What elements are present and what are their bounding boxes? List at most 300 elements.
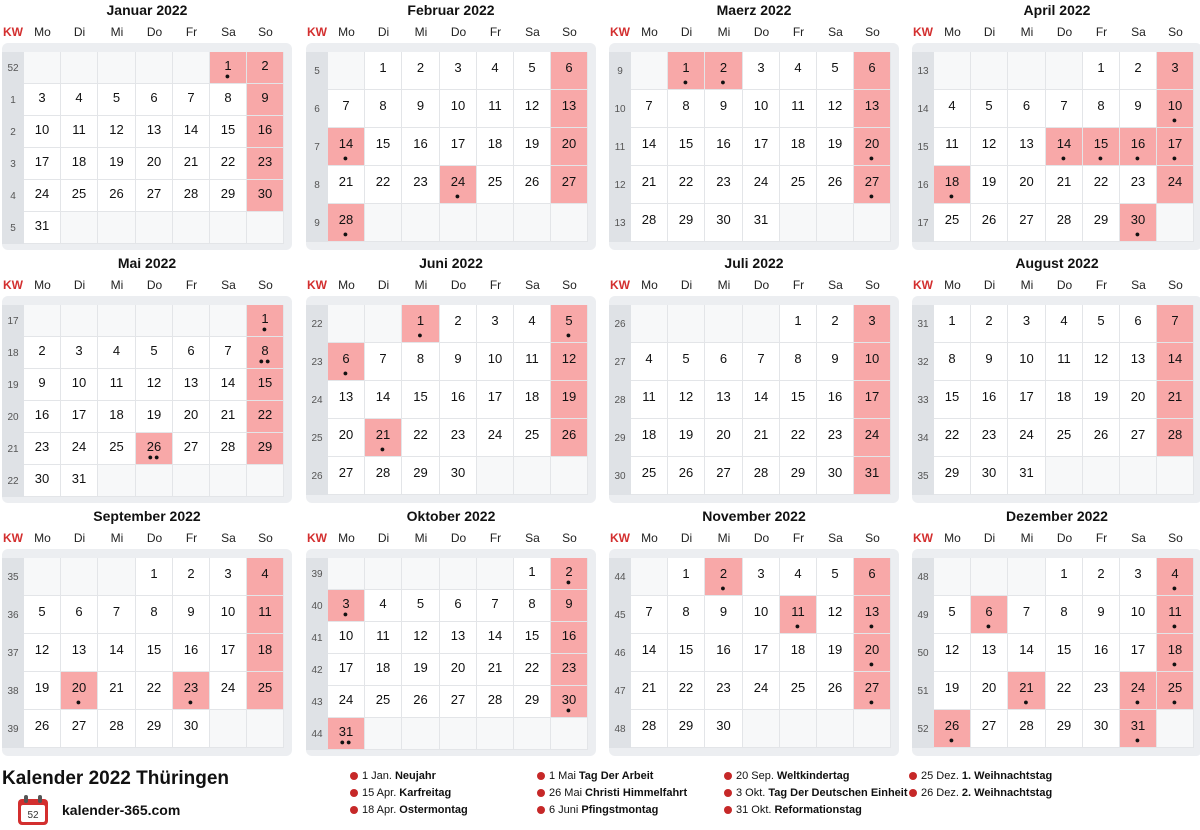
day-cell[interactable] — [365, 90, 402, 128]
day-cell[interactable] — [1120, 90, 1157, 128]
day-cell[interactable] — [1008, 710, 1046, 748]
day-cell[interactable] — [743, 634, 780, 672]
day-cell[interactable] — [136, 401, 173, 433]
day-cell[interactable] — [1083, 710, 1120, 748]
day-cell[interactable] — [934, 381, 971, 419]
day-cell[interactable] — [136, 84, 173, 116]
day-cell[interactable] — [551, 686, 588, 718]
day-cell[interactable] — [631, 672, 668, 710]
day-cell[interactable] — [328, 343, 365, 381]
day-cell[interactable] — [1157, 672, 1194, 710]
day-cell[interactable] — [1008, 128, 1046, 166]
day-cell[interactable] — [173, 148, 210, 180]
day-cell[interactable] — [1083, 305, 1120, 343]
day-cell[interactable] — [854, 90, 891, 128]
day-cell[interactable] — [247, 52, 284, 84]
day-cell[interactable] — [247, 401, 284, 433]
day-cell[interactable] — [631, 596, 668, 634]
day-cell[interactable] — [440, 381, 477, 419]
day-cell[interactable] — [173, 710, 210, 748]
day-cell[interactable] — [971, 457, 1008, 495]
day-cell[interactable] — [1083, 634, 1120, 672]
day-cell[interactable] — [173, 84, 210, 116]
day-cell[interactable] — [705, 457, 743, 495]
day-cell[interactable] — [402, 305, 440, 343]
day-cell[interactable] — [817, 305, 854, 343]
day-cell[interactable] — [631, 166, 668, 204]
day-cell[interactable] — [210, 84, 247, 116]
day-cell[interactable] — [61, 369, 98, 401]
day-cell[interactable] — [210, 433, 247, 465]
day-cell[interactable] — [365, 590, 402, 622]
day-cell[interactable] — [24, 433, 61, 465]
day-cell[interactable] — [1046, 128, 1083, 166]
day-cell[interactable] — [477, 90, 514, 128]
day-cell[interactable] — [210, 401, 247, 433]
day-cell[interactable] — [173, 433, 210, 465]
day-cell[interactable] — [1008, 90, 1046, 128]
day-cell[interactable] — [854, 166, 891, 204]
day-cell[interactable] — [817, 419, 854, 457]
day-cell[interactable] — [402, 654, 440, 686]
day-cell[interactable] — [1157, 343, 1194, 381]
day-cell[interactable] — [817, 596, 854, 634]
day-cell[interactable] — [1046, 596, 1083, 634]
day-cell[interactable] — [1046, 90, 1083, 128]
day-cell[interactable] — [514, 558, 551, 590]
day-cell[interactable] — [365, 654, 402, 686]
day-cell[interactable] — [934, 634, 971, 672]
day-cell[interactable] — [24, 337, 61, 369]
day-cell[interactable] — [551, 343, 588, 381]
day-cell[interactable] — [971, 204, 1008, 242]
day-cell[interactable] — [440, 654, 477, 686]
day-cell[interactable] — [136, 148, 173, 180]
day-cell[interactable] — [514, 381, 551, 419]
day-cell[interactable] — [934, 457, 971, 495]
day-cell[interactable] — [136, 634, 173, 672]
day-cell[interactable] — [365, 419, 402, 457]
day-cell[interactable] — [1008, 634, 1046, 672]
day-cell[interactable] — [817, 343, 854, 381]
day-cell[interactable] — [24, 465, 61, 497]
day-cell[interactable] — [551, 52, 588, 90]
day-cell[interactable] — [514, 622, 551, 654]
day-cell[interactable] — [440, 305, 477, 343]
day-cell[interactable] — [402, 419, 440, 457]
day-cell[interactable] — [1120, 381, 1157, 419]
day-cell[interactable] — [24, 369, 61, 401]
day-cell[interactable] — [934, 305, 971, 343]
day-cell[interactable] — [551, 166, 588, 204]
day-cell[interactable] — [24, 180, 61, 212]
day-cell[interactable] — [817, 128, 854, 166]
day-cell[interactable] — [365, 457, 402, 495]
day-cell[interactable] — [477, 590, 514, 622]
day-cell[interactable] — [743, 672, 780, 710]
day-cell[interactable] — [743, 558, 780, 596]
day-cell[interactable] — [365, 686, 402, 718]
day-cell[interactable] — [743, 128, 780, 166]
day-cell[interactable] — [477, 52, 514, 90]
day-cell[interactable] — [98, 148, 136, 180]
day-cell[interactable] — [440, 590, 477, 622]
day-cell[interactable] — [1008, 204, 1046, 242]
day-cell[interactable] — [328, 90, 365, 128]
day-cell[interactable] — [934, 343, 971, 381]
day-cell[interactable] — [61, 596, 98, 634]
day-cell[interactable] — [1083, 596, 1120, 634]
day-cell[interactable] — [365, 166, 402, 204]
day-cell[interactable] — [668, 343, 705, 381]
day-cell[interactable] — [971, 672, 1008, 710]
day-cell[interactable] — [1008, 457, 1046, 495]
day-cell[interactable] — [1157, 634, 1194, 672]
day-cell[interactable] — [854, 558, 891, 596]
day-cell[interactable] — [971, 596, 1008, 634]
day-cell[interactable] — [1120, 710, 1157, 748]
day-cell[interactable] — [440, 343, 477, 381]
day-cell[interactable] — [247, 634, 284, 672]
day-cell[interactable] — [780, 381, 817, 419]
day-cell[interactable] — [551, 419, 588, 457]
day-cell[interactable] — [971, 128, 1008, 166]
day-cell[interactable] — [514, 128, 551, 166]
day-cell[interactable] — [136, 337, 173, 369]
day-cell[interactable] — [668, 558, 705, 596]
day-cell[interactable] — [1008, 305, 1046, 343]
day-cell[interactable] — [854, 457, 891, 495]
day-cell[interactable] — [1120, 343, 1157, 381]
day-cell[interactable] — [210, 116, 247, 148]
day-cell[interactable] — [668, 710, 705, 748]
day-cell[interactable] — [817, 558, 854, 596]
day-cell[interactable] — [668, 90, 705, 128]
day-cell[interactable] — [477, 654, 514, 686]
day-cell[interactable] — [817, 90, 854, 128]
day-cell[interactable] — [365, 52, 402, 90]
day-cell[interactable] — [668, 457, 705, 495]
day-cell[interactable] — [780, 634, 817, 672]
day-cell[interactable] — [514, 419, 551, 457]
day-cell[interactable] — [247, 433, 284, 465]
day-cell[interactable] — [668, 52, 705, 90]
day-cell[interactable] — [743, 457, 780, 495]
day-cell[interactable] — [514, 590, 551, 622]
day-cell[interactable] — [24, 710, 61, 748]
day-cell[interactable] — [1157, 90, 1194, 128]
day-cell[interactable] — [551, 90, 588, 128]
day-cell[interactable] — [328, 128, 365, 166]
day-cell[interactable] — [247, 558, 284, 596]
day-cell[interactable] — [514, 166, 551, 204]
day-cell[interactable] — [210, 672, 247, 710]
day-cell[interactable] — [328, 654, 365, 686]
day-cell[interactable] — [365, 343, 402, 381]
day-cell[interactable] — [705, 596, 743, 634]
day-cell[interactable] — [402, 90, 440, 128]
day-cell[interactable] — [136, 180, 173, 212]
day-cell[interactable] — [1120, 596, 1157, 634]
day-cell[interactable] — [854, 634, 891, 672]
day-cell[interactable] — [247, 596, 284, 634]
day-cell[interactable] — [631, 634, 668, 672]
day-cell[interactable] — [247, 305, 284, 337]
day-cell[interactable] — [1046, 204, 1083, 242]
day-cell[interactable] — [402, 166, 440, 204]
day-cell[interactable] — [173, 369, 210, 401]
day-cell[interactable] — [247, 672, 284, 710]
day-cell[interactable] — [440, 90, 477, 128]
day-cell[interactable] — [1083, 204, 1120, 242]
day-cell[interactable] — [1120, 558, 1157, 596]
day-cell[interactable] — [328, 419, 365, 457]
day-cell[interactable] — [514, 305, 551, 343]
day-cell[interactable] — [551, 622, 588, 654]
day-cell[interactable] — [1120, 305, 1157, 343]
day-cell[interactable] — [705, 343, 743, 381]
day-cell[interactable] — [705, 634, 743, 672]
day-cell[interactable] — [514, 343, 551, 381]
day-cell[interactable] — [971, 343, 1008, 381]
day-cell[interactable] — [854, 596, 891, 634]
day-cell[interactable] — [98, 84, 136, 116]
day-cell[interactable] — [1083, 52, 1120, 90]
day-cell[interactable] — [780, 305, 817, 343]
day-cell[interactable] — [328, 686, 365, 718]
day-cell[interactable] — [24, 401, 61, 433]
day-cell[interactable] — [1008, 596, 1046, 634]
day-cell[interactable] — [136, 116, 173, 148]
day-cell[interactable] — [24, 148, 61, 180]
day-cell[interactable] — [98, 634, 136, 672]
day-cell[interactable] — [1046, 381, 1083, 419]
day-cell[interactable] — [1120, 634, 1157, 672]
day-cell[interactable] — [98, 433, 136, 465]
day-cell[interactable] — [514, 686, 551, 718]
day-cell[interactable] — [402, 128, 440, 166]
day-cell[interactable] — [210, 369, 247, 401]
day-cell[interactable] — [24, 116, 61, 148]
day-cell[interactable] — [98, 337, 136, 369]
day-cell[interactable] — [1157, 419, 1194, 457]
day-cell[interactable] — [61, 84, 98, 116]
day-cell[interactable] — [1046, 166, 1083, 204]
day-cell[interactable] — [61, 634, 98, 672]
day-cell[interactable] — [705, 52, 743, 90]
day-cell[interactable] — [705, 672, 743, 710]
day-cell[interactable] — [551, 654, 588, 686]
day-cell[interactable] — [98, 710, 136, 748]
day-cell[interactable] — [61, 180, 98, 212]
day-cell[interactable] — [98, 369, 136, 401]
day-cell[interactable] — [668, 381, 705, 419]
day-cell[interactable] — [743, 204, 780, 242]
day-cell[interactable] — [705, 128, 743, 166]
day-cell[interactable] — [551, 558, 588, 590]
day-cell[interactable] — [817, 381, 854, 419]
day-cell[interactable] — [1046, 305, 1083, 343]
day-cell[interactable] — [705, 90, 743, 128]
day-cell[interactable] — [631, 128, 668, 166]
day-cell[interactable] — [705, 558, 743, 596]
day-cell[interactable] — [971, 419, 1008, 457]
day-cell[interactable] — [854, 672, 891, 710]
day-cell[interactable] — [631, 343, 668, 381]
day-cell[interactable] — [854, 305, 891, 343]
day-cell[interactable] — [1083, 419, 1120, 457]
day-cell[interactable] — [1120, 166, 1157, 204]
day-cell[interactable] — [780, 128, 817, 166]
day-cell[interactable] — [668, 419, 705, 457]
day-cell[interactable] — [136, 433, 173, 465]
day-cell[interactable] — [210, 148, 247, 180]
day-cell[interactable] — [817, 457, 854, 495]
day-cell[interactable] — [477, 419, 514, 457]
day-cell[interactable] — [1008, 343, 1046, 381]
day-cell[interactable] — [328, 622, 365, 654]
day-cell[interactable] — [173, 337, 210, 369]
day-cell[interactable] — [440, 419, 477, 457]
day-cell[interactable] — [247, 180, 284, 212]
day-cell[interactable] — [705, 710, 743, 748]
day-cell[interactable] — [1008, 381, 1046, 419]
day-cell[interactable] — [477, 622, 514, 654]
day-cell[interactable] — [934, 596, 971, 634]
day-cell[interactable] — [743, 90, 780, 128]
day-cell[interactable] — [934, 710, 971, 748]
day-cell[interactable] — [1008, 166, 1046, 204]
day-cell[interactable] — [24, 84, 61, 116]
day-cell[interactable] — [817, 672, 854, 710]
day-cell[interactable] — [328, 204, 365, 242]
day-cell[interactable] — [668, 672, 705, 710]
day-cell[interactable] — [817, 166, 854, 204]
day-cell[interactable] — [934, 419, 971, 457]
day-cell[interactable] — [136, 596, 173, 634]
day-cell[interactable] — [1157, 166, 1194, 204]
day-cell[interactable] — [365, 128, 402, 166]
day-cell[interactable] — [743, 381, 780, 419]
day-cell[interactable] — [247, 116, 284, 148]
day-cell[interactable] — [402, 457, 440, 495]
day-cell[interactable] — [971, 634, 1008, 672]
day-cell[interactable] — [934, 90, 971, 128]
day-cell[interactable] — [854, 128, 891, 166]
day-cell[interactable] — [817, 52, 854, 90]
day-cell[interactable] — [328, 166, 365, 204]
day-cell[interactable] — [365, 622, 402, 654]
day-cell[interactable] — [934, 672, 971, 710]
day-cell[interactable] — [24, 596, 61, 634]
day-cell[interactable] — [61, 337, 98, 369]
day-cell[interactable] — [247, 148, 284, 180]
day-cell[interactable] — [402, 686, 440, 718]
day-cell[interactable] — [971, 166, 1008, 204]
day-cell[interactable] — [705, 381, 743, 419]
day-cell[interactable] — [971, 90, 1008, 128]
day-cell[interactable] — [402, 381, 440, 419]
day-cell[interactable] — [210, 634, 247, 672]
day-cell[interactable] — [24, 672, 61, 710]
day-cell[interactable] — [440, 686, 477, 718]
day-cell[interactable] — [1046, 634, 1083, 672]
day-cell[interactable] — [1046, 419, 1083, 457]
day-cell[interactable] — [1120, 672, 1157, 710]
day-cell[interactable] — [1157, 558, 1194, 596]
day-cell[interactable] — [631, 204, 668, 242]
day-cell[interactable] — [173, 180, 210, 212]
day-cell[interactable] — [1083, 381, 1120, 419]
day-cell[interactable] — [1157, 128, 1194, 166]
day-cell[interactable] — [971, 305, 1008, 343]
day-cell[interactable] — [668, 166, 705, 204]
day-cell[interactable] — [402, 52, 440, 90]
day-cell[interactable] — [477, 381, 514, 419]
day-cell[interactable] — [1046, 558, 1083, 596]
day-cell[interactable] — [934, 128, 971, 166]
day-cell[interactable] — [477, 305, 514, 343]
day-cell[interactable] — [668, 596, 705, 634]
day-cell[interactable] — [1008, 419, 1046, 457]
day-cell[interactable] — [247, 84, 284, 116]
day-cell[interactable] — [780, 419, 817, 457]
day-cell[interactable] — [971, 710, 1008, 748]
day-cell[interactable] — [1157, 596, 1194, 634]
day-cell[interactable] — [98, 596, 136, 634]
day-cell[interactable] — [1046, 672, 1083, 710]
day-cell[interactable] — [1083, 128, 1120, 166]
day-cell[interactable] — [402, 622, 440, 654]
day-cell[interactable] — [173, 672, 210, 710]
day-cell[interactable] — [631, 90, 668, 128]
day-cell[interactable] — [780, 672, 817, 710]
day-cell[interactable] — [210, 52, 247, 84]
day-cell[interactable] — [210, 180, 247, 212]
day-cell[interactable] — [780, 343, 817, 381]
day-cell[interactable] — [668, 634, 705, 672]
day-cell[interactable] — [705, 204, 743, 242]
day-cell[interactable] — [440, 52, 477, 90]
day-cell[interactable] — [136, 672, 173, 710]
day-cell[interactable] — [817, 634, 854, 672]
day-cell[interactable] — [440, 128, 477, 166]
day-cell[interactable] — [440, 457, 477, 495]
day-cell[interactable] — [328, 718, 365, 750]
day-cell[interactable] — [173, 634, 210, 672]
day-cell[interactable] — [934, 204, 971, 242]
day-cell[interactable] — [1008, 672, 1046, 710]
day-cell[interactable] — [551, 590, 588, 622]
day-cell[interactable] — [631, 710, 668, 748]
day-cell[interactable] — [1120, 419, 1157, 457]
day-cell[interactable] — [551, 381, 588, 419]
day-cell[interactable] — [1083, 90, 1120, 128]
day-cell[interactable] — [854, 52, 891, 90]
day-cell[interactable] — [1083, 672, 1120, 710]
day-cell[interactable] — [705, 419, 743, 457]
day-cell[interactable] — [24, 634, 61, 672]
day-cell[interactable] — [247, 369, 284, 401]
day-cell[interactable] — [173, 116, 210, 148]
day-cell[interactable] — [365, 381, 402, 419]
day-cell[interactable] — [780, 596, 817, 634]
day-cell[interactable] — [631, 419, 668, 457]
day-cell[interactable] — [631, 381, 668, 419]
day-cell[interactable] — [1083, 558, 1120, 596]
day-cell[interactable] — [743, 419, 780, 457]
day-cell[interactable] — [61, 401, 98, 433]
